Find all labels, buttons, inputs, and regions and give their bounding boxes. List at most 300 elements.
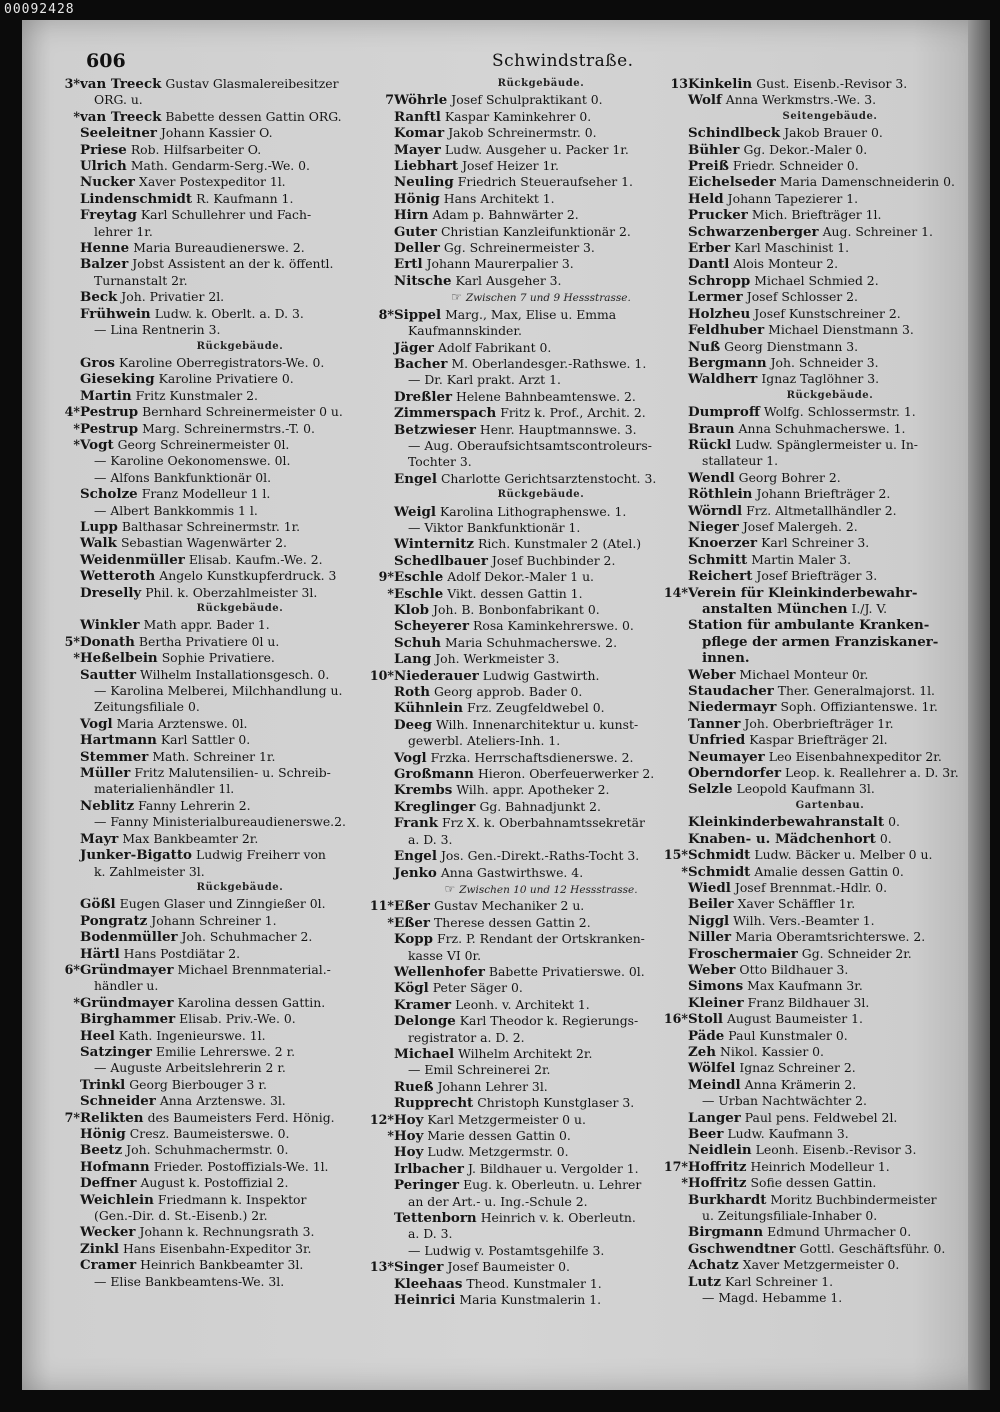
resident-details: Maria Arztenswe. 0l. bbox=[116, 715, 248, 731]
directory-entry-continuation bbox=[80, 1274, 400, 1290]
resident-details: Josef Schulpraktikant 0. bbox=[451, 92, 603, 108]
resident-name: Beiler bbox=[688, 896, 734, 913]
directory-entry bbox=[688, 519, 972, 535]
resident-details: Karl Maschinist 1. bbox=[734, 240, 850, 256]
resident-details: J. Bildhauer u. Vergolder 1. bbox=[467, 1160, 639, 1176]
resident-details: Maria Kunstmalerin 1. bbox=[459, 1292, 602, 1308]
resident-details: Heinrich Bankbeamter 3l. bbox=[140, 1257, 304, 1273]
directory-entry bbox=[369, 1111, 688, 1128]
resident-name: Mayr bbox=[80, 830, 119, 847]
resident-details: Frz X. k. Oberbahnamtssekretär bbox=[442, 815, 645, 831]
resident-details: Elisab. Priv.-We. 0. bbox=[179, 1011, 296, 1027]
resident-name: Rupprecht bbox=[394, 1095, 474, 1112]
resident-details: Friedrich Steueraufseher 1. bbox=[457, 174, 633, 190]
directory-entry bbox=[80, 749, 400, 765]
directory-entry bbox=[80, 355, 400, 371]
resident-details: Josef Heizer 1r. bbox=[462, 158, 559, 174]
resident-details: Christoph Kunstglaser 3. bbox=[477, 1095, 635, 1111]
directory-entry bbox=[688, 880, 972, 896]
resident-name: Hoy bbox=[394, 1128, 424, 1144]
resident-details: Joh. Schuhmachermstr. 0. bbox=[126, 1142, 289, 1158]
resident-details: Anna Gastwirthswe. 4. bbox=[440, 864, 584, 880]
resident-details: Wolfg. Schlossermstr. 1. bbox=[763, 404, 916, 420]
resident-name: Birghammer bbox=[80, 1011, 176, 1028]
directory-entry-continuation bbox=[394, 832, 688, 848]
directory-entry bbox=[80, 568, 400, 584]
resident-details: Anna Werkmstrs.-We. 3. bbox=[725, 92, 877, 108]
resident-details: des Baumeisters Ferd. Hönig. bbox=[147, 1109, 335, 1125]
resident-details: Math appr. Bader 1. bbox=[143, 617, 270, 633]
resident-details: Ludw. k. Oberlt. a. D. 3. bbox=[154, 305, 304, 321]
directory-entry-continuation bbox=[80, 224, 400, 240]
resident-name: Irlbacher bbox=[394, 1160, 464, 1177]
resident-details: Joh. Oberbriefträger 1r. bbox=[744, 715, 894, 731]
section-heading: Rückgebäude. bbox=[196, 340, 284, 352]
resident-name: Scholze bbox=[80, 486, 138, 503]
resident-details: Karl Metzgermeister 0 u. bbox=[427, 1111, 586, 1127]
resident-name: Gros bbox=[80, 354, 115, 371]
resident-details: — Auguste Arbeitslehrerin 2 r. bbox=[94, 1060, 286, 1076]
resident-name: Lermer bbox=[688, 289, 743, 306]
resident-details: Jakob Schreinermstr. 0. bbox=[448, 125, 597, 141]
directory-entry bbox=[394, 1013, 688, 1029]
resident-name: Hönig bbox=[394, 190, 440, 207]
directory-entry bbox=[394, 931, 688, 947]
resident-name: Martin bbox=[80, 387, 132, 404]
directory-entry bbox=[64, 961, 400, 978]
resident-name: Nucker bbox=[80, 174, 135, 191]
directory-entry-continuation bbox=[394, 1030, 688, 1046]
resident-name: Schwarzenberger bbox=[688, 223, 819, 240]
directory-entry bbox=[688, 207, 972, 223]
directory-entry bbox=[369, 1259, 688, 1276]
resident-details: Frieder. Postoffizials-We. 1l. bbox=[153, 1158, 329, 1174]
resident-details: Maria Damenschneiderin 0. bbox=[779, 174, 955, 190]
resident-name: Verein für Kleinkinderbewahr- bbox=[688, 584, 918, 601]
resident-name: Deffner bbox=[80, 1175, 137, 1192]
directory-entry bbox=[80, 371, 400, 387]
resident-name: Scheyerer bbox=[394, 618, 470, 635]
resident-name: Jäger bbox=[394, 339, 434, 356]
resident-name: Priese bbox=[80, 141, 127, 158]
resident-name: Hoy bbox=[394, 1144, 424, 1161]
directory-entry bbox=[64, 76, 400, 92]
resident-name: Beck bbox=[80, 289, 118, 306]
resident-name: Wöhrle bbox=[394, 92, 448, 109]
directory-entry bbox=[394, 799, 688, 815]
resident-details: Leo Eisenbahnexpeditor 2r. bbox=[768, 748, 942, 764]
resident-name: Schedlbauer bbox=[394, 552, 488, 569]
resident-name: Lupp bbox=[80, 518, 118, 535]
resident-name: Müller bbox=[80, 765, 131, 782]
resident-details: Gottl. Geschäftsführ. 0. bbox=[799, 1240, 946, 1256]
resident-name: Zinkl bbox=[80, 1240, 119, 1257]
resident-name: Kleinkinderbewahranstalt bbox=[688, 814, 885, 831]
resident-details: Jobst Assistent an der k. öffentl. bbox=[132, 256, 334, 272]
directory-entry bbox=[80, 1175, 400, 1191]
directory-entry bbox=[688, 273, 972, 289]
resident-details: Wilh. Innenarchitektur u. kunst- bbox=[436, 716, 639, 732]
directory-entry bbox=[394, 1158, 688, 1177]
resident-name: Frank bbox=[394, 815, 439, 832]
directory-entry bbox=[80, 552, 400, 568]
resident-details: — Aug. Oberaufsichtsamtscontroleurs- bbox=[408, 437, 652, 453]
resident-details: Charlotte Gerichtsarztenstocht. 3. bbox=[440, 470, 657, 486]
directory-entry bbox=[394, 356, 688, 372]
resident-name: Gößl bbox=[80, 896, 116, 913]
directory-entry bbox=[688, 355, 972, 371]
resident-name: Zimmerspach bbox=[394, 405, 497, 422]
section-heading: Rückgebäude. bbox=[497, 78, 585, 89]
page-number: 606 bbox=[86, 50, 126, 72]
directory-entry-continuation bbox=[80, 864, 400, 880]
directory-entry bbox=[80, 1093, 400, 1109]
resident-name: Niller bbox=[688, 929, 732, 946]
directory-entry bbox=[80, 1241, 400, 1257]
resident-name: Hönig bbox=[80, 1126, 126, 1142]
directory-entry bbox=[80, 896, 400, 912]
resident-name: Staudacher bbox=[688, 683, 774, 700]
directory-entry bbox=[73, 436, 400, 453]
resident-name: Reichert bbox=[688, 568, 753, 585]
resident-details: Xaver Schäffler 1r. bbox=[737, 896, 856, 912]
house-number: 4* bbox=[64, 404, 80, 420]
directory-entry bbox=[394, 997, 688, 1013]
resident-name: Eßer bbox=[394, 898, 430, 915]
directory-entry bbox=[688, 224, 972, 240]
directory-entry bbox=[688, 617, 972, 633]
directory-entry bbox=[688, 289, 972, 305]
resident-details: Leopold Kaufmann 3l. bbox=[736, 781, 875, 797]
resident-details: Adam p. Bahnwärter 2. bbox=[432, 207, 579, 223]
resident-details: Jakob Brauer 0. bbox=[784, 125, 883, 141]
resident-name: Stoll bbox=[688, 1011, 723, 1028]
directory-entry bbox=[394, 1177, 688, 1193]
resident-details: Max Bankbeamter 2r. bbox=[122, 830, 259, 846]
directory-entry-continuation bbox=[688, 1093, 972, 1109]
directory-entry bbox=[688, 1192, 972, 1208]
resident-name: Röthlein bbox=[688, 486, 753, 503]
resident-details: Marie dessen Gattin 0. bbox=[427, 1128, 571, 1143]
resident-name: Sippel bbox=[394, 306, 442, 323]
resident-details: Frz. Altmetallhändler 2. bbox=[746, 502, 897, 518]
resident-name: Selzle bbox=[688, 781, 733, 798]
resident-name: Nitsche bbox=[394, 272, 452, 289]
directory-entry bbox=[80, 486, 400, 502]
directory-entry bbox=[80, 207, 400, 223]
resident-name: Feldhuber bbox=[688, 322, 765, 339]
resident-name: Schmitt bbox=[688, 551, 748, 568]
resident-details: Joh. Schuhmacher 2. bbox=[181, 929, 313, 945]
directory-entry bbox=[369, 667, 688, 684]
resident-name: Preiß bbox=[688, 158, 729, 175]
resident-name: Nieger bbox=[688, 518, 739, 535]
directory-entry bbox=[688, 978, 972, 994]
house-number: 7* bbox=[64, 1109, 80, 1125]
directory-entry bbox=[394, 964, 688, 980]
resident-name: Wendl bbox=[688, 469, 735, 486]
directory-entry bbox=[688, 732, 972, 748]
resident-details: Nikol. Kassier 0. bbox=[720, 1043, 824, 1059]
resident-details: Alois Monteur 2. bbox=[733, 256, 839, 272]
resident-name: Tanner bbox=[688, 715, 741, 732]
directory-page bbox=[22, 20, 990, 1390]
directory-entry bbox=[394, 471, 688, 487]
resident-name: Unfried bbox=[688, 732, 746, 749]
directory-entry bbox=[670, 76, 972, 92]
resident-details: — Ludwig v. Postamtsgehilfe 3. bbox=[408, 1242, 605, 1258]
resident-details: Friedmann k. Inspektor bbox=[157, 1191, 307, 1207]
resident-name: Wiedl bbox=[688, 879, 731, 896]
directory-entry bbox=[688, 683, 972, 699]
resident-details: Sebastian Wagenwärter 2. bbox=[120, 535, 287, 551]
resident-name: Heel bbox=[80, 1027, 115, 1044]
resident-name: Erber bbox=[688, 240, 731, 257]
resident-details: Marg. Schreinermstrs.-T. 0. bbox=[142, 420, 315, 436]
directory-entry bbox=[80, 716, 400, 732]
resident-details: Anna Arztenswe. 3l. bbox=[159, 1093, 286, 1109]
resident-details: Joh. Privatier 2l. bbox=[121, 289, 225, 305]
directory-entry bbox=[394, 191, 688, 207]
directory-entry bbox=[394, 1144, 688, 1160]
resident-name: Knaben- u. Mädchenhort bbox=[688, 830, 876, 847]
directory-entry bbox=[688, 306, 972, 322]
resident-name: Eschle bbox=[394, 585, 444, 602]
directory-entry bbox=[394, 553, 688, 569]
directory-entry bbox=[394, 602, 688, 618]
resident-details: Franz Modelleur 1 l. bbox=[141, 486, 271, 502]
resident-details: Balthasar Schreinermstr. 1r. bbox=[121, 518, 301, 534]
house-number: 5* bbox=[64, 633, 80, 649]
resident-details: Adolf Fabrikant 0. bbox=[437, 339, 552, 355]
directory-entry bbox=[688, 1142, 972, 1158]
directory-entry bbox=[64, 404, 400, 421]
directory-entry bbox=[688, 1257, 972, 1273]
resident-details: Math. Schreiner 1r. bbox=[152, 748, 276, 764]
resident-details: a. D. 3. bbox=[408, 831, 453, 847]
pointing-hand-icon: ☞ bbox=[451, 290, 462, 305]
resident-details: Josef Brennmat.-Hdlr. 0. bbox=[734, 879, 888, 895]
directory-entry-continuation bbox=[394, 438, 688, 454]
directory-entry bbox=[394, 782, 688, 798]
resident-name: Kreglinger bbox=[394, 798, 476, 815]
resident-details: Sofie dessen Gattin. bbox=[750, 1175, 877, 1191]
adjacent-page-edge bbox=[968, 20, 990, 1390]
resident-name: Krembs bbox=[394, 782, 453, 799]
resident-details: Karoline Privatiere 0. bbox=[158, 371, 294, 387]
house-number: 13 bbox=[670, 76, 688, 91]
directory-entry-continuation bbox=[394, 948, 688, 964]
directory-entry bbox=[688, 896, 972, 912]
resident-name: innen. bbox=[702, 650, 750, 667]
resident-name: Vogt bbox=[80, 436, 114, 453]
resident-name: Braun bbox=[688, 420, 735, 437]
resident-details: Friedr. Schneider 0. bbox=[732, 158, 859, 174]
resident-name: Cramer bbox=[80, 1257, 137, 1274]
resident-details: Johann Kassier O. bbox=[160, 125, 273, 141]
resident-name: Waldherr bbox=[688, 371, 758, 388]
resident-name: Dantl bbox=[688, 256, 730, 273]
resident-details: Hans Architekt 1. bbox=[443, 190, 555, 206]
resident-name: Hartmann bbox=[80, 732, 157, 749]
resident-name: Weber bbox=[688, 666, 736, 683]
directory-entry bbox=[80, 191, 400, 207]
resident-details: Fritz Malutensilien- u. Schreib- bbox=[134, 765, 331, 781]
directory-entry bbox=[80, 1257, 400, 1273]
resident-name: Dreselly bbox=[80, 584, 142, 601]
directory-entry bbox=[663, 847, 972, 864]
resident-details: Joh. B. Bonbonfabrikant 0. bbox=[433, 602, 600, 617]
directory-entry bbox=[80, 306, 400, 322]
resident-name: Kögl bbox=[394, 980, 429, 997]
directory-entry bbox=[688, 1060, 972, 1076]
resident-details: Ludw. Spänglermeister u. In- bbox=[735, 436, 918, 452]
resident-details: — Dr. Karl prakt. Arzt 1. bbox=[408, 372, 561, 388]
resident-details: I./J. V. bbox=[851, 601, 888, 616]
resident-details: Gustav Mechaniker 2 u. bbox=[433, 898, 585, 914]
house-number: * bbox=[73, 420, 80, 436]
house-number: * bbox=[387, 914, 394, 930]
resident-name: Klob bbox=[394, 602, 430, 618]
resident-details: lehrer 1r. bbox=[94, 223, 153, 239]
house-number: 7 bbox=[385, 92, 394, 108]
directory-entry bbox=[688, 1224, 972, 1240]
resident-name: Bühler bbox=[688, 141, 740, 158]
resident-name: Vogl bbox=[394, 749, 427, 766]
directory-entry bbox=[73, 650, 400, 667]
resident-name: Winkler bbox=[80, 617, 140, 634]
resident-details: Heinrich Modelleur 1. bbox=[750, 1158, 890, 1174]
directory-entry bbox=[80, 240, 400, 256]
resident-details: an der Art.- u. Ing.-Schule 2. bbox=[408, 1193, 588, 1209]
directory-entry bbox=[80, 765, 400, 781]
resident-details: Anna Schuhmacherswe. 1. bbox=[738, 420, 906, 436]
house-number: 13* bbox=[369, 1259, 394, 1275]
resident-details: Ludw. Bäcker u. Melber 0 u. bbox=[754, 847, 933, 863]
resident-details: Fanny Lehrerin 2. bbox=[138, 797, 251, 813]
resident-details: Georg Dienstmann 3. bbox=[724, 338, 859, 354]
resident-details: Karolina Lithographenswe. 1. bbox=[440, 503, 627, 519]
directory-entry-continuation bbox=[80, 781, 400, 797]
directory-entry-continuation bbox=[80, 92, 400, 108]
resident-name: Lang bbox=[394, 651, 432, 668]
directory-entry bbox=[394, 1079, 688, 1095]
resident-name: Weidenmüller bbox=[80, 551, 185, 568]
resident-details: Aug. Schreiner 1. bbox=[822, 223, 933, 239]
resident-details: Karl Sattler 0. bbox=[160, 732, 251, 748]
house-number: * bbox=[387, 1128, 394, 1143]
directory-entry bbox=[681, 1175, 972, 1192]
resident-details: Michael Dienstmann 3. bbox=[768, 322, 914, 338]
directory-entry-continuation bbox=[688, 601, 972, 617]
resident-details: Ludwig Freiherr von bbox=[195, 847, 326, 863]
resident-name: Vogl bbox=[80, 715, 113, 732]
resident-name: Wörndl bbox=[688, 502, 743, 519]
resident-details: Ludw. Kaufmann 3. bbox=[727, 1126, 849, 1141]
resident-details: Ludwig Gastwirth. bbox=[482, 667, 600, 683]
resident-details: 0. bbox=[879, 830, 892, 846]
resident-details: Christian Kanzleifunktionär 2. bbox=[440, 223, 631, 239]
resident-name: Guter bbox=[394, 223, 437, 240]
resident-details: Jos. Gen.-Direkt.-Raths-Tocht 3. bbox=[440, 848, 640, 864]
directory-entry-continuation bbox=[80, 1208, 400, 1224]
resident-name: Stemmer bbox=[80, 748, 149, 765]
directory-entry-continuation bbox=[80, 978, 400, 994]
resident-details: Sophie Privatiere. bbox=[161, 650, 275, 666]
resident-details: Leop. k. Reallehrer a. D. 3r. bbox=[785, 765, 959, 781]
resident-name: Held bbox=[688, 190, 724, 207]
resident-name: Holzheu bbox=[688, 305, 751, 322]
resident-details: Georg Bohrer 2. bbox=[738, 469, 841, 485]
resident-details: Ludw. Metzgermstr. 0. bbox=[427, 1144, 569, 1160]
directory-entry bbox=[394, 174, 688, 190]
resident-name: Lutz bbox=[688, 1273, 721, 1290]
resident-name: Gründmayer bbox=[80, 994, 174, 1011]
resident-name: Zeh bbox=[688, 1043, 717, 1060]
house-number: 11* bbox=[369, 898, 394, 914]
resident-name: Delonge bbox=[394, 1013, 456, 1030]
resident-name: Sautter bbox=[80, 666, 137, 683]
directory-entry bbox=[688, 404, 972, 420]
directory-entry bbox=[394, 1095, 688, 1111]
resident-details: Zeitungsfiliale 0. bbox=[94, 699, 200, 715]
directory-entry bbox=[80, 158, 400, 174]
directory-entry bbox=[394, 717, 688, 733]
directory-entry bbox=[80, 667, 400, 683]
resident-details: Rich. Kunstmaler 2 (Atel.) bbox=[478, 536, 642, 552]
directory-entry bbox=[387, 585, 688, 602]
resident-name: Hofmann bbox=[80, 1158, 150, 1175]
directory-entry bbox=[688, 503, 972, 519]
directory-entry bbox=[80, 125, 400, 141]
resident-details: Karolina dessen Gattin. bbox=[177, 994, 326, 1010]
resident-name: Froschermaier bbox=[688, 945, 798, 962]
resident-details: Michael Monteur 0r. bbox=[739, 666, 869, 682]
cross-reference bbox=[394, 881, 688, 898]
resident-details: Emilie Lehrerswe. 2 r. bbox=[155, 1043, 296, 1059]
directory-entry-continuation bbox=[80, 1060, 400, 1076]
resident-details: Michael Schmied 2. bbox=[754, 272, 879, 288]
directory-entry bbox=[394, 815, 688, 831]
resident-name: Roth bbox=[394, 684, 430, 701]
resident-details: Turnanstalt 2r. bbox=[94, 272, 188, 288]
directory-entry bbox=[394, 256, 688, 272]
resident-details: Joh. Schneider 3. bbox=[770, 354, 879, 370]
directory-entry bbox=[394, 651, 688, 667]
directory-entry bbox=[387, 914, 688, 931]
directory-entry bbox=[394, 1276, 688, 1292]
house-number: * bbox=[73, 650, 80, 666]
directory-entry bbox=[80, 1044, 400, 1060]
directory-entry-continuation bbox=[394, 1062, 688, 1078]
resident-name: Kinkelin bbox=[688, 76, 753, 92]
directory-entry bbox=[688, 1077, 972, 1093]
resident-name: Pestrup bbox=[80, 420, 139, 437]
resident-name: van Treeck bbox=[80, 108, 162, 125]
directory-entry bbox=[688, 1126, 972, 1142]
resident-details: a. D. 3. bbox=[408, 1226, 453, 1242]
resident-name: Langer bbox=[688, 1109, 741, 1126]
resident-details: Moritz Buchbindermeister bbox=[770, 1191, 937, 1207]
resident-name: Tettenborn bbox=[394, 1210, 477, 1227]
directory-entry bbox=[688, 125, 972, 141]
resident-name: Schneider bbox=[80, 1093, 156, 1110]
directory-entry-continuation bbox=[688, 1290, 972, 1306]
resident-details: Joh. Werkmeister 3. bbox=[435, 651, 560, 667]
resident-name: Pestrup bbox=[80, 404, 139, 421]
resident-name: Kopp bbox=[394, 931, 434, 948]
resident-name: Satzinger bbox=[80, 1043, 152, 1060]
